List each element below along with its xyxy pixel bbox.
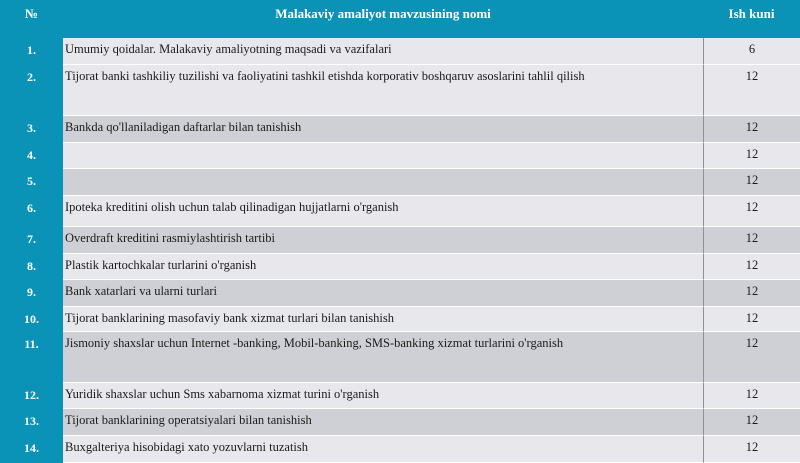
row-topic — [63, 143, 703, 169]
row-number: 6. — [0, 196, 63, 227]
table-row — [0, 116, 800, 143]
table-row — [0, 307, 800, 332]
table-row — [0, 383, 800, 409]
row-topic: Tijorat banklarining masofaviy bank xizmat turlari bilan tanishish — [63, 307, 703, 332]
table-row — [0, 169, 800, 196]
row-days: 12 — [703, 169, 800, 196]
table-row — [0, 332, 800, 383]
row-number: 2. — [0, 65, 63, 116]
table-row — [0, 227, 800, 254]
row-days: 12 — [703, 280, 800, 307]
table-row — [0, 280, 800, 307]
header-number: № — [24, 6, 39, 21]
table-row — [0, 196, 800, 227]
row-topic: Plastik kartochkalar turlarini o'rganish — [63, 254, 703, 280]
row-days: 6 — [703, 38, 800, 65]
row-topic: Overdraft kreditini rasmiylashtirish tartibi — [63, 227, 703, 254]
header-work-days: Ish kuni — [728, 6, 775, 21]
row-days: 12 — [703, 116, 800, 143]
row-days: 12 — [703, 409, 800, 436]
row-days: 12 — [703, 332, 800, 383]
table-header — [0, 0, 800, 38]
row-topic: Jismoniy shaxslar uchun Internet -banking, Mobil-banking, SMS-banking xizmat turlarini o'rganish — [63, 332, 703, 383]
row-days: 12 — [703, 143, 800, 169]
row-number: 10. — [0, 307, 63, 332]
row-topic: Tijorat banklarining operatsiyalari bilan tanishish — [63, 409, 703, 436]
row-days: 12 — [703, 383, 800, 409]
table-row — [0, 38, 800, 65]
row-number: 4. — [0, 143, 63, 169]
row-topic: Ipoteka kreditini olish uchun talab qilinadigan hujjatlarni o'rganish — [63, 196, 703, 227]
row-number: 11. — [0, 332, 63, 383]
table-row — [0, 254, 800, 280]
table-row — [0, 65, 800, 116]
row-topic: Umumiy qoidalar. Malakaviy amaliyotning maqsadi va vazifalari — [63, 38, 703, 65]
row-topic: Buxgalteriya hisobidagi xato yozuvlarni tuzatish — [63, 436, 703, 463]
row-days: 12 — [703, 254, 800, 280]
row-number: 8. — [0, 254, 63, 280]
row-number: 1. — [0, 38, 63, 65]
row-number: 9. — [0, 280, 63, 307]
row-number: 3. — [0, 116, 63, 143]
row-topic: Bank xatarlari va ularni turlari — [63, 280, 703, 307]
row-days: 12 — [703, 436, 800, 463]
row-days: 12 — [703, 196, 800, 227]
row-topic: Yuridik shaxslar uchun Sms xabarnoma xizmat turini o'rganish — [63, 383, 703, 409]
table-row — [0, 409, 800, 436]
row-number: 13. — [0, 409, 63, 436]
row-number: 5. — [0, 169, 63, 196]
header-topic-name: Malakaviy amaliyot mavzusining nomi — [275, 6, 491, 21]
table-row — [0, 143, 800, 169]
row-number: 14. — [0, 436, 63, 463]
row-number: 7. — [0, 227, 63, 254]
row-topic — [63, 169, 703, 196]
row-days: 12 — [703, 65, 800, 116]
row-days: 12 — [703, 307, 800, 332]
row-days: 12 — [703, 227, 800, 254]
row-topic: Tijorat banki tashkiliy tuzilishi va faoliyatini tashkil etishda korporativ boshqaruv asoslarini tahlil qilish — [63, 65, 703, 116]
row-topic: Bankda qo'llaniladigan daftarlar bilan tanishish — [63, 116, 703, 143]
row-number: 12. — [0, 383, 63, 409]
